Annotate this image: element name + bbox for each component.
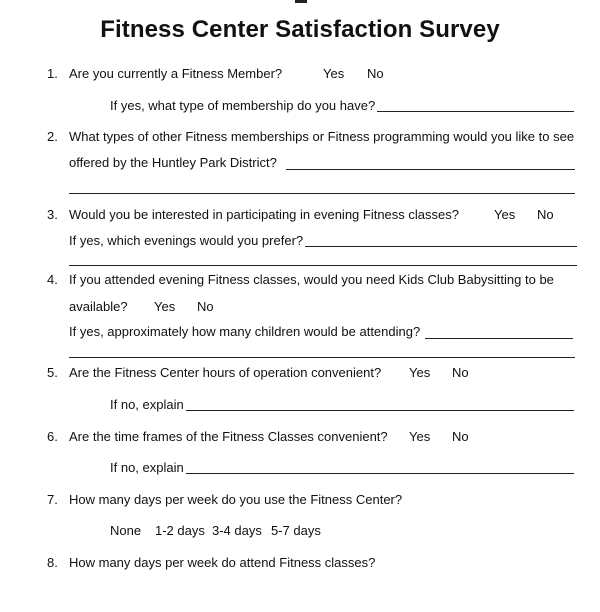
question-number: 3. [47, 207, 58, 222]
question-text: Are you currently a Fitness Member? [69, 66, 283, 81]
page-title: Fitness Center Satisfaction Survey [100, 16, 500, 43]
question-text: How many days per week do you use the Fitness Center? [69, 492, 403, 507]
option-yes[interactable]: Yes [154, 299, 176, 314]
answer-line[interactable] [186, 410, 574, 411]
answer-line[interactable] [186, 473, 574, 474]
followup-label: If yes, what type of membership do you have? [110, 98, 376, 113]
option-yes[interactable]: Yes [409, 365, 431, 380]
question-number: 6. [47, 429, 58, 444]
option-no[interactable]: No [452, 365, 469, 380]
option-no[interactable]: No [452, 429, 469, 444]
option-no[interactable]: No [197, 299, 214, 314]
option-3-4-days[interactable]: 3-4 days [212, 523, 262, 538]
page-top-mark [295, 0, 307, 3]
option-none[interactable]: None [110, 523, 142, 538]
question-number: 7. [47, 492, 58, 507]
answer-line[interactable] [69, 265, 577, 266]
question-text-continued: available? [69, 299, 128, 314]
question-number: 5. [47, 365, 58, 380]
option-1-2-days[interactable]: 1-2 days [155, 523, 205, 538]
option-yes[interactable]: Yes [323, 66, 345, 81]
question-text: If you attended evening Fitness classes, would you need Kids Club Babysitting to be [69, 272, 554, 287]
question-number: 1. [47, 66, 58, 81]
followup-label: If yes, approximately how many children would be attending? [69, 324, 421, 339]
option-no[interactable]: No [537, 207, 554, 222]
answer-line[interactable] [286, 169, 575, 170]
option-yes[interactable]: Yes [494, 207, 516, 222]
question-text: What types of other Fitness memberships or Fitness programming would you like to see [69, 129, 575, 144]
question-number: 4. [47, 272, 58, 287]
answer-line[interactable] [425, 338, 573, 339]
question-text: How many days per week do attend Fitness classes? [69, 555, 376, 570]
answer-line[interactable] [305, 246, 577, 247]
answer-line[interactable] [377, 111, 574, 112]
question-number: 2. [47, 129, 58, 144]
question-text: Would you be interested in participating in evening Fitness classes? [69, 207, 459, 222]
option-no[interactable]: No [367, 66, 384, 81]
followup-label: If yes, which evenings would you prefer? [69, 233, 304, 248]
answer-line[interactable] [69, 193, 575, 194]
question-text: Are the time frames of the Fitness Classes convenient? [69, 429, 388, 444]
answer-line[interactable] [69, 357, 575, 358]
question-text: Are the Fitness Center hours of operation convenient? [69, 365, 382, 380]
followup-label: If no, explain [110, 397, 184, 412]
question-number: 8. [47, 555, 58, 570]
option-yes[interactable]: Yes [409, 429, 431, 444]
question-text-continued: offered by the Huntley Park District? [69, 155, 277, 170]
followup-label: If no, explain [110, 460, 184, 475]
option-5-7-days[interactable]: 5-7 days [271, 523, 321, 538]
